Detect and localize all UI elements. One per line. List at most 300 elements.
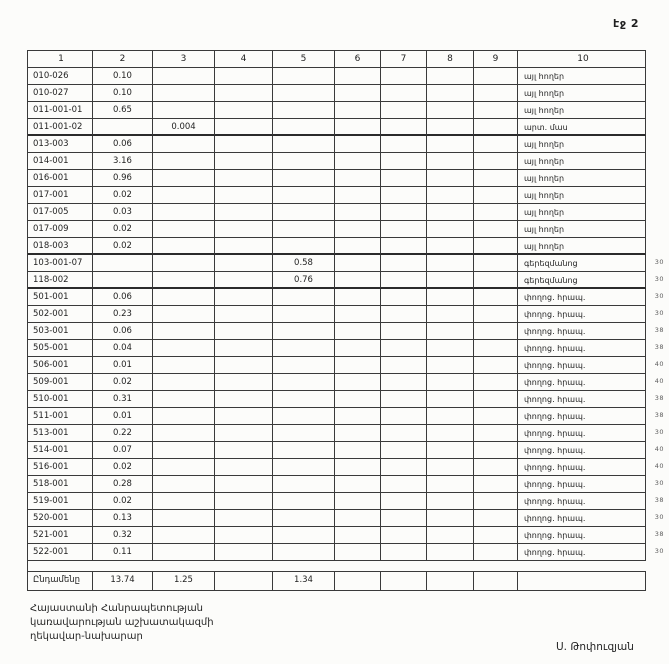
cell [474,323,518,340]
cell [273,408,335,425]
cell [427,323,474,340]
cell: 0.02 [93,221,153,238]
cell [474,85,518,102]
cell [427,408,474,425]
cell: այլ հողեր [518,204,646,221]
cell [474,459,518,476]
total-cell [474,572,518,591]
cell [273,306,335,323]
cell [273,102,335,119]
cell [273,221,335,238]
cell [427,340,474,357]
margin-note: 40 [654,360,664,368]
total-cell [518,572,646,591]
total-cell: 13.74 [93,572,153,591]
cell [427,238,474,255]
cell [427,68,474,85]
margin-note: 30 [654,547,664,555]
footer-line: կառավարության աշխատակազմի [30,617,214,628]
cell [381,527,427,544]
cell [215,493,273,510]
cell [335,289,381,306]
cell [153,238,215,255]
cell: 0.03 [93,204,153,221]
cell: փողոց. հրապ. [518,510,646,527]
table-row [28,272,664,289]
cell: 0.76 [273,272,335,289]
cell: 519-001 [28,493,93,510]
table-row [28,442,664,459]
cell: փողոց. հրապ. [518,323,646,340]
cell: 509-001 [28,374,93,391]
table-row [28,425,664,442]
cell [273,204,335,221]
cell [273,119,335,136]
cell [381,204,427,221]
cell: 0.06 [93,323,153,340]
cell: այլ հողեր [518,221,646,238]
cell: 017-001 [28,187,93,204]
cell: 0.10 [93,85,153,102]
land-parcels-table [27,50,664,591]
cell: 503-001 [28,323,93,340]
cell [215,544,273,561]
cell [335,340,381,357]
table-total-row [28,571,646,591]
cell: փողոց. հրապ. [518,493,646,510]
cell: փողոց. հրապ. [518,391,646,408]
cell: այլ հողեր [518,187,646,204]
cell [215,459,273,476]
cell [335,255,381,272]
table-row [28,85,646,102]
cell: 0.10 [93,68,153,85]
cell [273,323,335,340]
cell [427,119,474,136]
cell [153,408,215,425]
cell: 0.04 [93,340,153,357]
cell [215,357,273,374]
cell: 0.01 [93,357,153,374]
cell: 017-009 [28,221,93,238]
cell [273,510,335,527]
cell [427,289,474,306]
total-cell [215,572,273,591]
cell [381,68,427,85]
cell [427,357,474,374]
cell: 018-003 [28,238,93,255]
cell [153,442,215,459]
cell [474,408,518,425]
column-header: 10 [518,51,646,68]
cell [474,510,518,527]
cell [474,153,518,170]
page-number: էջ 2 [613,17,639,30]
cell [381,357,427,374]
cell [153,68,215,85]
cell: 521-001 [28,527,93,544]
cell: 0.28 [93,476,153,493]
cell [215,289,273,306]
cell: 017-005 [28,204,93,221]
cell [427,510,474,527]
cell [215,255,273,272]
cell [93,255,153,272]
margin-note: 30 [654,258,664,266]
cell [153,272,215,289]
table-row [28,170,646,187]
cell: 103-001-07 [28,255,93,272]
cell [153,527,215,544]
table-row [28,136,646,153]
cell [474,102,518,119]
cell [153,374,215,391]
cell [215,425,273,442]
cell: այլ հողեր [518,85,646,102]
cell [381,289,427,306]
cell [215,527,273,544]
cell: 514-001 [28,442,93,459]
cell: գերեզմանոց [518,255,646,272]
cell [427,527,474,544]
cell [273,425,335,442]
table-row [28,408,664,425]
cell [381,306,427,323]
cell: 0.11 [93,544,153,561]
column-header: 5 [273,51,335,68]
cell [335,459,381,476]
cell [215,442,273,459]
margin-note: 30 [654,428,664,436]
margin-note: 38 [654,530,664,538]
cell [153,153,215,170]
table-row [28,374,664,391]
total-cell [381,572,427,591]
column-header: 6 [335,51,381,68]
cell: փողոց. հրապ. [518,408,646,425]
cell [427,374,474,391]
cell: 118-002 [28,272,93,289]
cell [381,153,427,170]
margin-note: 38 [654,394,664,402]
cell [215,272,273,289]
cell [474,340,518,357]
table-row [28,476,664,493]
margin-note: 40 [654,445,664,453]
cell [153,306,215,323]
cell [381,408,427,425]
cell [474,425,518,442]
cell [335,119,381,136]
cell [474,357,518,374]
cell [335,85,381,102]
cell [427,272,474,289]
table-row [28,527,664,544]
cell [335,136,381,153]
cell [335,357,381,374]
cell [215,204,273,221]
cell [474,272,518,289]
cell [335,153,381,170]
cell [427,85,474,102]
cell [153,340,215,357]
margin-note: 30 [654,309,664,317]
cell: փողոց. հրապ. [518,340,646,357]
cell [381,170,427,187]
cell [273,459,335,476]
cell: փողոց. հրապ. [518,425,646,442]
cell: 010-026 [28,68,93,85]
cell [381,544,427,561]
cell [273,85,335,102]
cell [273,527,335,544]
cell: արտ. մաս [518,119,646,136]
cell: 0.31 [93,391,153,408]
column-header: 4 [215,51,273,68]
signature-name: Ս. Թոփուզյան [556,641,634,653]
cell [474,391,518,408]
cell: 016-001 [28,170,93,187]
cell [153,136,215,153]
column-header: 7 [381,51,427,68]
cell [335,527,381,544]
cell: փողոց. հրապ. [518,527,646,544]
table-row [28,510,664,527]
cell [153,102,215,119]
cell [153,85,215,102]
cell [474,170,518,187]
cell [474,374,518,391]
table-row [28,238,646,255]
cell [153,357,215,374]
cell: 0.58 [273,255,335,272]
cell [335,102,381,119]
column-header: 8 [427,51,474,68]
cell [474,442,518,459]
table-row [28,289,664,306]
cell [153,187,215,204]
footer-office-block [30,602,214,644]
cell [427,204,474,221]
cell: 518-001 [28,476,93,493]
cell [427,476,474,493]
margin-note: 38 [654,411,664,419]
cell [273,340,335,357]
margin-note: 30 [654,275,664,283]
cell [427,391,474,408]
cell [273,170,335,187]
cell: փողոց. հրապ. [518,289,646,306]
cell: փողոց. հրապ. [518,306,646,323]
cell [474,136,518,153]
cell: 011-001-01 [28,102,93,119]
cell: 0.02 [93,238,153,255]
cell: այլ հողեր [518,170,646,187]
table-row [28,544,664,561]
cell [273,289,335,306]
cell [335,425,381,442]
cell [381,425,427,442]
cell [153,204,215,221]
column-header: 3 [153,51,215,68]
cell: այլ հողեր [518,68,646,85]
cell [273,68,335,85]
cell [427,153,474,170]
cell [335,476,381,493]
cell [153,459,215,476]
cell: գերեզմանոց [518,272,646,289]
margin-note: 38 [654,496,664,504]
cell [474,476,518,493]
margin-note: 30 [654,513,664,521]
cell [215,136,273,153]
table-row [28,204,646,221]
cell [381,374,427,391]
table-row [28,255,664,272]
cell [273,136,335,153]
cell [93,272,153,289]
cell [381,238,427,255]
cell [215,170,273,187]
total-cell [427,572,474,591]
cell: փողոց. հրապ. [518,374,646,391]
cell [273,391,335,408]
cell [153,493,215,510]
cell [273,493,335,510]
table-row [28,459,664,476]
cell: 520-001 [28,510,93,527]
cell [273,357,335,374]
cell [335,221,381,238]
cell [273,442,335,459]
cell: 0.02 [93,459,153,476]
margin-note: 38 [654,326,664,334]
cell: 010-027 [28,85,93,102]
cell [381,442,427,459]
cell [215,85,273,102]
cell: 0.01 [93,408,153,425]
cell [215,510,273,527]
cell: 502-001 [28,306,93,323]
cell [153,221,215,238]
total-cell [335,572,381,591]
cell [153,323,215,340]
cell [153,510,215,527]
cell [273,374,335,391]
cell: 0.06 [93,289,153,306]
cell [381,187,427,204]
cell [153,391,215,408]
cell: 0.96 [93,170,153,187]
cell [474,289,518,306]
cell: 0.13 [93,510,153,527]
cell [335,238,381,255]
cell [153,289,215,306]
cell [474,544,518,561]
cell: 014-001 [28,153,93,170]
margin-note: 30 [654,479,664,487]
total-cell: 1.25 [153,572,215,591]
cell [381,221,427,238]
cell [381,255,427,272]
cell [153,476,215,493]
margin-note: 30 [654,292,664,300]
cell [427,425,474,442]
table-row [28,119,646,136]
cell: 0.22 [93,425,153,442]
cell [427,136,474,153]
cell [335,187,381,204]
cell [474,204,518,221]
cell: այլ հողեր [518,153,646,170]
table-row [28,323,664,340]
margin-note: 38 [654,343,664,351]
cell [474,255,518,272]
cell: 505-001 [28,340,93,357]
cell [215,408,273,425]
cell: 0.32 [93,527,153,544]
cell [215,153,273,170]
cell: փողոց. հրապ. [518,544,646,561]
cell [215,119,273,136]
cell [215,374,273,391]
footer-line: Հայաստանի Հանրապետության [30,603,204,614]
cell: 0.004 [153,119,215,136]
table-row [28,102,646,119]
cell [427,170,474,187]
cell [215,391,273,408]
cell [335,323,381,340]
cell [153,425,215,442]
cell [153,170,215,187]
cell [215,238,273,255]
cell [474,119,518,136]
cell [273,544,335,561]
cell: 0.02 [93,187,153,204]
cell [427,442,474,459]
cell [381,323,427,340]
cell: 501-001 [28,289,93,306]
cell [427,187,474,204]
cell [474,493,518,510]
cell [381,119,427,136]
cell: փողոց. հրապ. [518,476,646,493]
cell: փողոց. հրապ. [518,442,646,459]
cell: 0.23 [93,306,153,323]
cell [381,476,427,493]
cell: 510-001 [28,391,93,408]
cell [93,119,153,136]
footer-line: ղեկավար-նախարար [30,631,143,642]
cell: 511-001 [28,408,93,425]
cell: փողոց. հրապ. [518,357,646,374]
table-row [28,153,646,170]
cell: 0.65 [93,102,153,119]
cell [427,544,474,561]
table-gap [28,561,646,571]
cell: 0.07 [93,442,153,459]
cell: 506-001 [28,357,93,374]
cell [273,476,335,493]
cell [335,442,381,459]
cell: այլ հողեր [518,136,646,153]
cell [381,391,427,408]
table-row [28,221,646,238]
cell [335,493,381,510]
cell: 0.06 [93,136,153,153]
cell [335,68,381,85]
cell [381,85,427,102]
